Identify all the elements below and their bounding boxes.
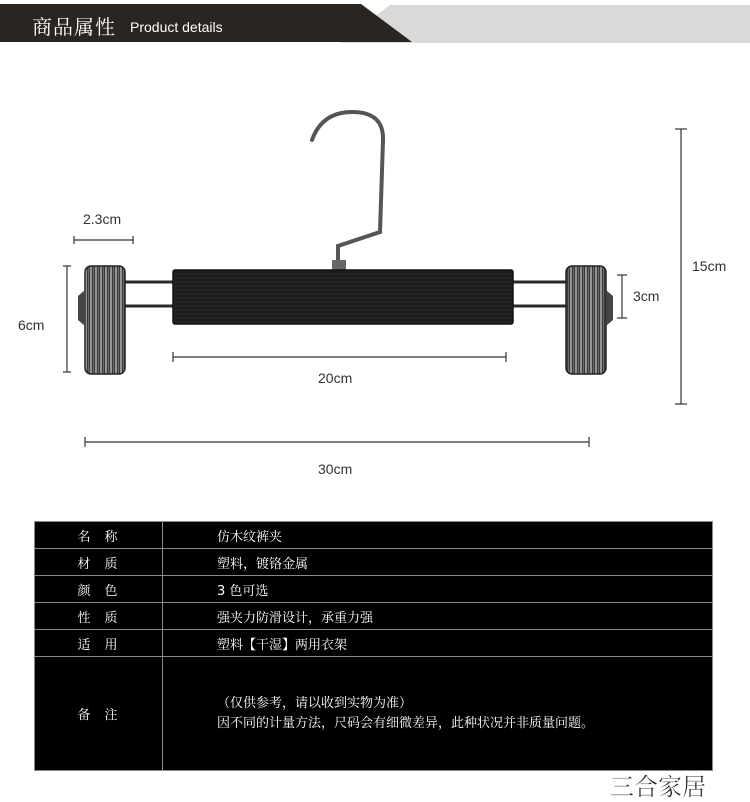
- dim-label-clip-height: 3cm: [633, 288, 660, 304]
- spec-note: [163, 657, 713, 771]
- note-line-2: 因不同的计量方法，尺码会有细微差异，此种状况并非质量问题。: [217, 715, 595, 731]
- spec-value: 强夹力防滑设计，承重力强: [163, 603, 713, 630]
- spec-value: 塑料，镀铬金属: [163, 549, 713, 576]
- dim-label-total-width: 30cm: [318, 461, 353, 477]
- spec-row: [35, 576, 713, 603]
- spec-table: [34, 521, 713, 771]
- dim-label-clip-width: 2.3cm: [83, 211, 122, 227]
- note-line-1: （仅供参考，请以收到实物为准）: [217, 695, 413, 711]
- spec-row: [35, 549, 713, 576]
- spec-value: 3 色可选: [163, 576, 713, 603]
- hanger-bar: [173, 270, 513, 324]
- spec-row: [35, 522, 713, 549]
- spec-row: [35, 630, 713, 657]
- spec-key: 备注: [35, 657, 163, 771]
- brand-watermark: 三合家居: [610, 773, 706, 801]
- spec-key: 适用: [35, 630, 163, 657]
- spec-row: [35, 603, 713, 630]
- spec-key: 性质: [35, 603, 163, 630]
- dim-label-bar-length: 20cm: [318, 370, 353, 386]
- section-title: 商品属性: [32, 15, 116, 39]
- spec-key: 名称: [35, 522, 163, 549]
- spec-row-note: [35, 657, 713, 771]
- right-clip: [566, 266, 606, 374]
- spec-value: 仿木纹裤夹: [163, 522, 713, 549]
- section-subtitle: Product details: [130, 19, 223, 35]
- dim-label-height: 6cm: [18, 317, 45, 333]
- left-clip: [85, 266, 125, 374]
- spec-key: 颜色: [35, 576, 163, 603]
- dim-label-total-height: 15cm: [692, 258, 727, 274]
- spec-key: 材质: [35, 549, 163, 576]
- spec-value: 塑料【干湿】两用衣架: [163, 630, 713, 657]
- hanger-hook: [312, 112, 383, 268]
